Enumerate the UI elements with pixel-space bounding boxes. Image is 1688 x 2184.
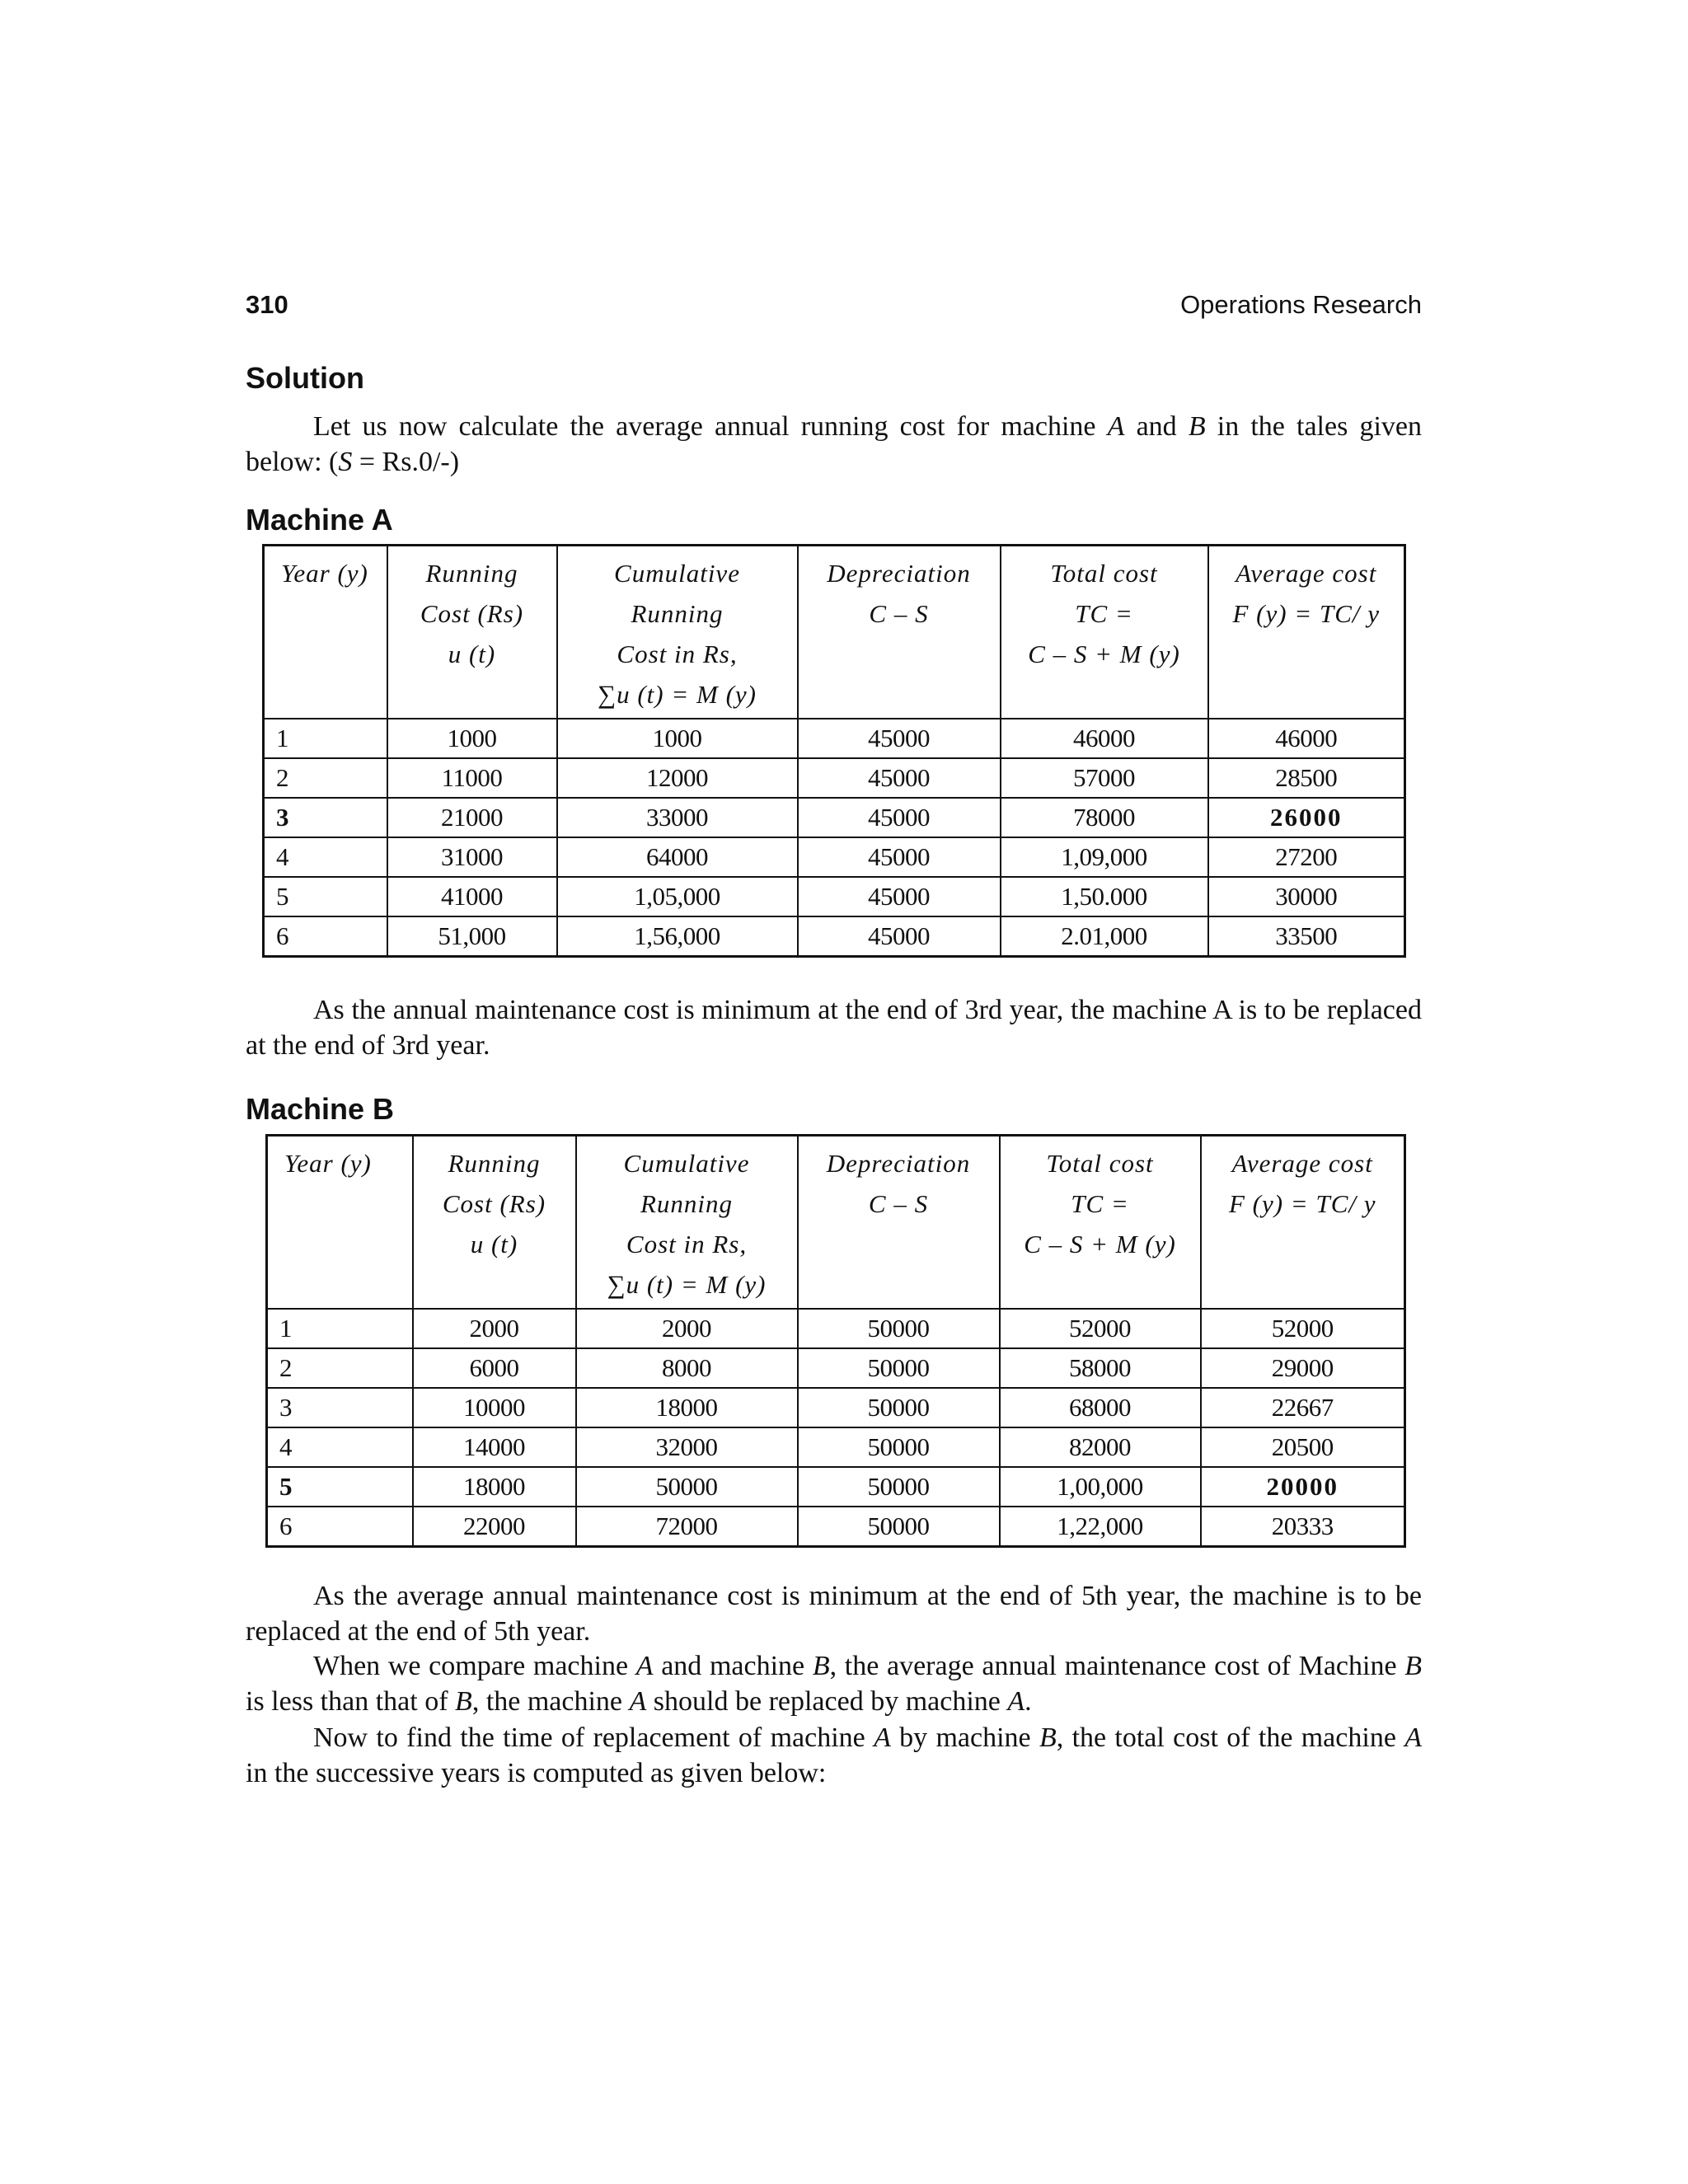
- cell-year: 5: [264, 877, 387, 916]
- header-line: C – S: [869, 599, 929, 628]
- machine-a-table: [262, 544, 1406, 958]
- table-row: [264, 798, 1405, 837]
- cell-depreciation: 45000: [798, 758, 1001, 798]
- cell-running-cost: 21000: [387, 798, 557, 837]
- cell-average-cost: 52000: [1201, 1309, 1405, 1348]
- cell-running-cost: 14000: [413, 1427, 576, 1467]
- header-line: Cost (Rs): [420, 599, 524, 628]
- cell-depreciation: 45000: [798, 916, 1001, 957]
- cell-total-cost: 57000: [1001, 758, 1208, 798]
- cell-year: 5: [267, 1467, 413, 1507]
- header-line: Running: [640, 1189, 734, 1218]
- cell-cumulative-cost: 32000: [576, 1427, 798, 1467]
- cell-running-cost: 51,000: [387, 916, 557, 957]
- table-header-row: [267, 1136, 1405, 1310]
- cell-average-cost: 22667: [1201, 1388, 1405, 1427]
- header-line: Running: [448, 1149, 541, 1178]
- cell-cumulative-cost: 72000: [576, 1507, 798, 1547]
- replacement-paragraph: Now to find the time of replacement of machine A by machine B, the total cost of the machine A in the successive years is computed as given below:: [246, 1722, 1423, 1788]
- cell-average-cost: 27200: [1208, 837, 1405, 877]
- header-line: Total cost: [1046, 1149, 1154, 1178]
- cell-cumulative-cost: 1,05,000: [557, 877, 798, 916]
- cell-average-cost: 46000: [1208, 719, 1405, 758]
- cell-depreciation: 45000: [798, 798, 1001, 837]
- cell-total-cost: 68000: [1000, 1388, 1201, 1427]
- header-line: Depreciation: [827, 559, 971, 588]
- cell-cumulative-cost: 1,56,000: [557, 916, 798, 957]
- cell-average-cost: 28500: [1208, 758, 1405, 798]
- column-header-average-cost: [1201, 1136, 1405, 1310]
- header-line: u (t): [448, 640, 496, 668]
- table-row: [264, 877, 1405, 916]
- cell-depreciation: 45000: [798, 719, 1001, 758]
- cell-average-cost: 26000: [1208, 798, 1405, 837]
- header-line: C – S + M (y): [1024, 1230, 1176, 1258]
- cell-year: 2: [267, 1348, 413, 1388]
- cell-cumulative-cost: 1000: [557, 719, 798, 758]
- cell-running-cost: 10000: [413, 1388, 576, 1427]
- column-header-cumulative-cost: [576, 1136, 798, 1310]
- table-row: [267, 1467, 1405, 1507]
- machine-b-table: [265, 1134, 1406, 1548]
- cell-running-cost: 2000: [413, 1309, 576, 1348]
- cell-cumulative-cost: 64000: [557, 837, 798, 877]
- cell-cumulative-cost: 50000: [576, 1467, 798, 1507]
- machine-a-conclusion: As the annual maintenance cost is minimum at the end of 3rd year, the machine A is to be replaced at the end of 3rd year.: [246, 995, 1422, 1061]
- cell-running-cost: 22000: [413, 1507, 576, 1547]
- cell-average-cost: 20500: [1201, 1427, 1405, 1467]
- cell-total-cost: 82000: [1000, 1427, 1201, 1467]
- cell-total-cost: 46000: [1001, 719, 1208, 758]
- header-line: Year (y): [281, 559, 368, 588]
- cell-cumulative-cost: 2000: [576, 1309, 798, 1348]
- machine-a-heading: Machine A: [246, 503, 393, 537]
- table-row: [264, 719, 1405, 758]
- column-header-average-cost: [1208, 546, 1405, 719]
- table-row: [264, 758, 1405, 798]
- machine-b-conclusion: As the average annual maintenance cost is minimum at the end of 5th year, the machine is to be replaced at the end of 5th year.: [246, 1581, 1422, 1647]
- cell-cumulative-cost: 18000: [576, 1388, 798, 1427]
- cell-depreciation: 45000: [798, 877, 1001, 916]
- cell-year: 4: [267, 1427, 413, 1467]
- cell-running-cost: 1000: [387, 719, 557, 758]
- table-row: [264, 916, 1405, 957]
- column-header-year: [267, 1136, 413, 1310]
- comparison-paragraph: When we compare machine A and machine B, the average annual maintenance cost of Machine B is less than that of B, the machine A should be replaced by machine A.: [246, 1651, 1422, 1717]
- column-header-running-cost: [413, 1136, 576, 1310]
- header-line: Cumulative: [614, 559, 740, 588]
- header-line: ∑u (t) = M (y): [597, 680, 757, 709]
- cell-total-cost: 58000: [1000, 1348, 1201, 1388]
- cell-depreciation: 50000: [798, 1427, 1000, 1467]
- cell-running-cost: 18000: [413, 1467, 576, 1507]
- intro-paragraph: Let us now calculate the average annual running cost for machine A and B in the tales given below: (S = Rs.0/-): [246, 411, 1423, 477]
- cell-running-cost: 6000: [413, 1348, 576, 1388]
- column-header-total-cost: [1000, 1136, 1201, 1310]
- header-line: Cost in Rs,: [617, 640, 738, 668]
- header-line: Running: [425, 559, 518, 588]
- cell-year: 2: [264, 758, 387, 798]
- table-row: [267, 1348, 1405, 1388]
- cell-depreciation: 50000: [798, 1309, 1000, 1348]
- cell-year: 4: [264, 837, 387, 877]
- cell-year: 3: [267, 1388, 413, 1427]
- column-header-depreciation: [798, 546, 1001, 719]
- machine-b-heading: Machine B: [246, 1092, 395, 1126]
- page-number: 310: [246, 290, 288, 319]
- table-header-row: [264, 546, 1405, 719]
- cell-total-cost: 1,00,000: [1000, 1467, 1201, 1507]
- cell-average-cost: 20333: [1201, 1507, 1405, 1547]
- header-line: u (t): [470, 1230, 518, 1258]
- cell-total-cost: 52000: [1000, 1309, 1201, 1348]
- cell-total-cost: 78000: [1001, 798, 1208, 837]
- column-header-year: [264, 546, 387, 719]
- header-line: TC =: [1075, 599, 1133, 628]
- header-line: Total cost: [1050, 559, 1158, 588]
- column-header-depreciation: [798, 1136, 1000, 1310]
- cell-year: 6: [264, 916, 387, 957]
- header-line: F (y) = TC/ y: [1228, 1189, 1376, 1218]
- table-row: [267, 1507, 1405, 1547]
- header-line: C – S: [868, 1189, 929, 1218]
- header-line: ∑u (t) = M (y): [607, 1270, 767, 1299]
- column-header-total-cost: [1001, 546, 1208, 719]
- table-row: [267, 1309, 1405, 1348]
- header-line: Average cost: [1231, 1149, 1373, 1178]
- cell-average-cost: 33500: [1208, 916, 1405, 957]
- cell-cumulative-cost: 8000: [576, 1348, 798, 1388]
- running-head: Operations Research: [1180, 290, 1422, 319]
- cell-average-cost: 30000: [1208, 877, 1405, 916]
- cell-total-cost: 1,09,000: [1001, 837, 1208, 877]
- header-line: Average cost: [1236, 559, 1377, 588]
- cell-year: 3: [264, 798, 387, 837]
- table-row: [264, 837, 1405, 877]
- cell-depreciation: 50000: [798, 1467, 1000, 1507]
- header-line: TC =: [1071, 1189, 1129, 1218]
- header-line: Cost (Rs): [442, 1189, 546, 1218]
- table-row: [267, 1388, 1405, 1427]
- header-line: F (y) = TC/ y: [1232, 599, 1381, 628]
- column-header-running-cost: [387, 546, 557, 719]
- cell-running-cost: 11000: [387, 758, 557, 798]
- solution-heading: Solution: [246, 361, 364, 395]
- column-header-cumulative-cost: [557, 546, 798, 719]
- cell-depreciation: 50000: [798, 1507, 1000, 1547]
- cell-cumulative-cost: 12000: [557, 758, 798, 798]
- header-line: Depreciation: [826, 1149, 971, 1178]
- header-line: Running: [631, 599, 724, 628]
- cell-running-cost: 41000: [387, 877, 557, 916]
- cell-year: 1: [267, 1309, 413, 1348]
- table-row: [267, 1427, 1405, 1467]
- cell-average-cost: 29000: [1201, 1348, 1405, 1388]
- cell-total-cost: 1,50.000: [1001, 877, 1208, 916]
- cell-year: 6: [267, 1507, 413, 1547]
- header-line: Cumulative: [623, 1149, 750, 1178]
- cell-running-cost: 31000: [387, 837, 557, 877]
- cell-depreciation: 50000: [798, 1348, 1000, 1388]
- cell-total-cost: 1,22,000: [1000, 1507, 1201, 1547]
- header-line: Year (y): [284, 1149, 372, 1178]
- header-line: C – S + M (y): [1028, 640, 1180, 668]
- cell-depreciation: 45000: [798, 837, 1001, 877]
- cell-average-cost: 20000: [1201, 1467, 1405, 1507]
- cell-total-cost: 2.01,000: [1001, 916, 1208, 957]
- cell-cumulative-cost: 33000: [557, 798, 798, 837]
- header-line: Cost in Rs,: [626, 1230, 748, 1258]
- cell-year: 1: [264, 719, 387, 758]
- cell-depreciation: 50000: [798, 1388, 1000, 1427]
